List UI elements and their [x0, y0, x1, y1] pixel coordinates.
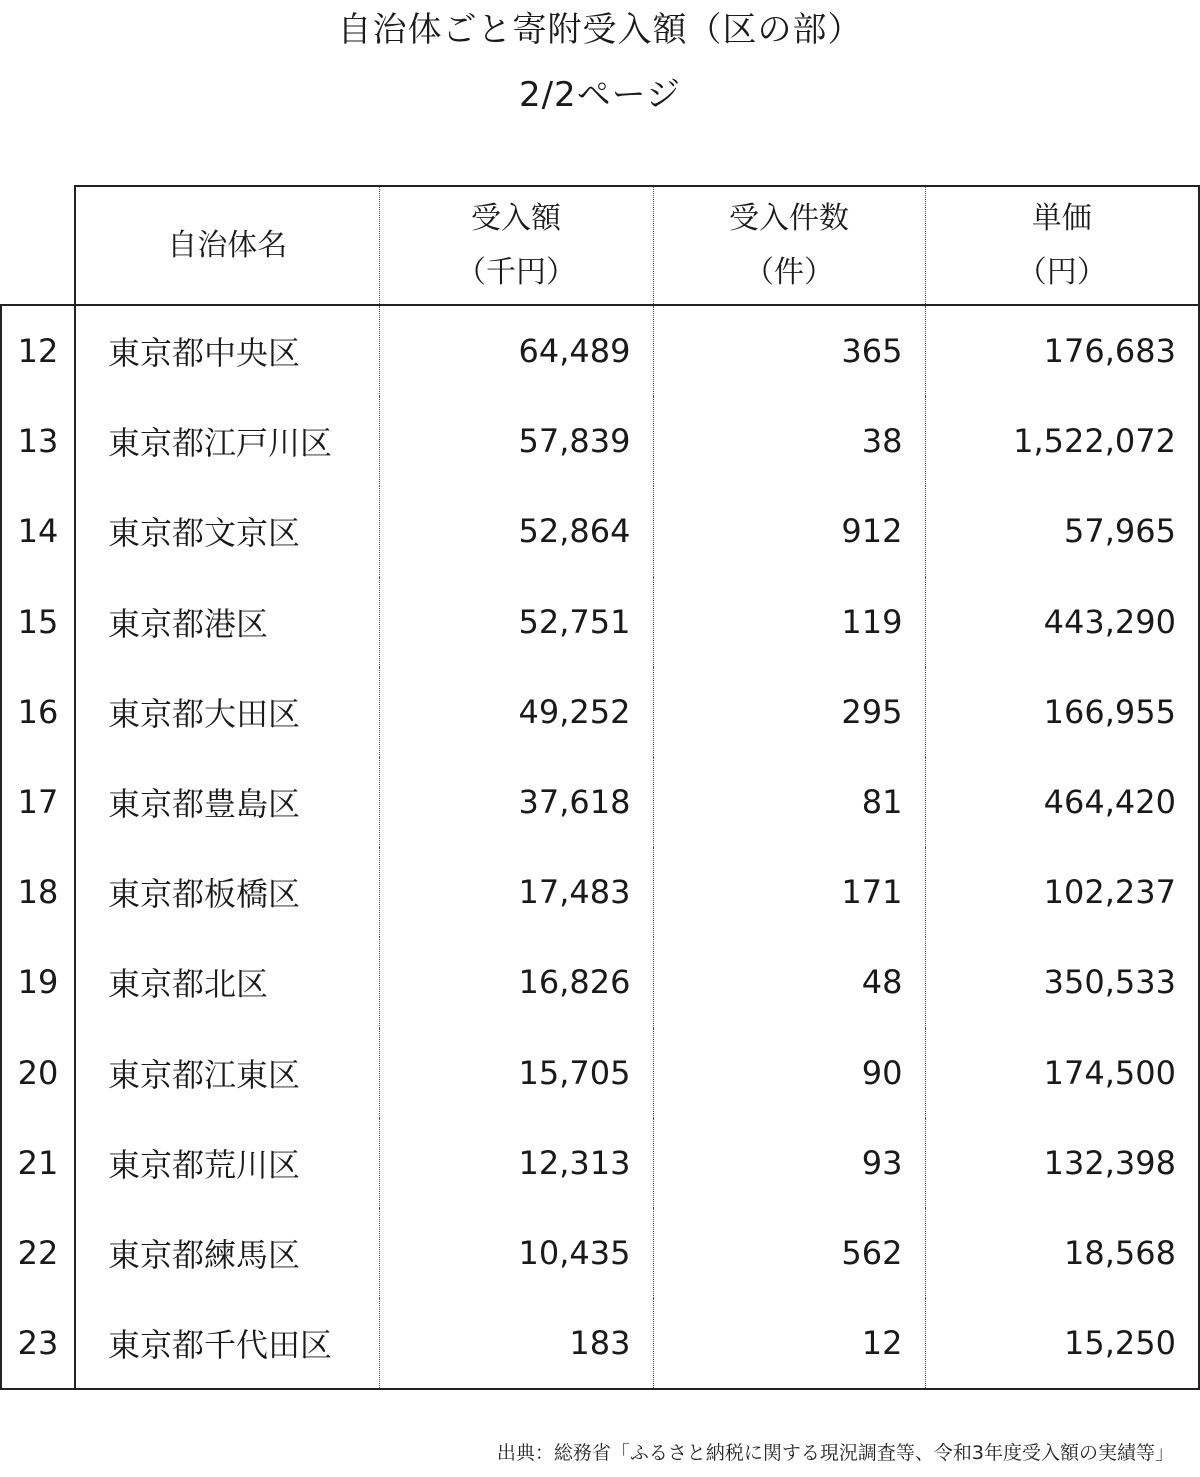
count-cell: 119 — [653, 577, 925, 667]
table-row — [1, 1298, 1199, 1389]
rank-cell: 21 — [1, 1118, 75, 1208]
page-title: 自治体ごと寄附受入額（区の部） — [337, 10, 863, 50]
municipality-name-cell: 東京都荒川区 — [75, 1118, 379, 1208]
unit-price-cell: 350,533 — [925, 937, 1199, 1027]
name-header-label: 自治体名 — [167, 227, 288, 263]
unit-price-cell: 443,290 — [925, 577, 1199, 667]
rank-cell: 16 — [1, 667, 75, 757]
count-cell: 90 — [653, 1028, 925, 1118]
amount-cell: 37,618 — [379, 757, 653, 847]
rank-cell: 13 — [1, 396, 75, 486]
count-cell: 912 — [653, 486, 925, 576]
rank-cell: 15 — [1, 577, 75, 667]
count-cell: 38 — [653, 396, 925, 486]
unit-price-cell: 1,522,072 — [925, 396, 1199, 486]
count-cell: 295 — [653, 667, 925, 757]
unit-price-column-header — [925, 186, 1199, 305]
count-cell: 93 — [653, 1118, 925, 1208]
unit-price-cell: 174,500 — [925, 1028, 1199, 1118]
municipality-name-cell: 東京都港区 — [75, 577, 379, 667]
count-cell: 12 — [653, 1298, 925, 1389]
amount-cell: 183 — [379, 1298, 653, 1389]
count-cell: 562 — [653, 1208, 925, 1298]
count-column-header — [653, 186, 925, 305]
table-row — [1, 486, 1199, 576]
donation-table — [0, 185, 1200, 1390]
table-row — [1, 1118, 1199, 1208]
source-citation: 出典：総務省「ふるさと納税に関する現況調査等、令和3年度受入額の実績等」 — [496, 1442, 1174, 1464]
unit-price-header-label: 単価 — [1031, 200, 1092, 236]
amount-header-unit: （千円） — [456, 254, 576, 290]
amount-cell: 52,751 — [379, 577, 653, 667]
amount-cell: 49,252 — [379, 667, 653, 757]
rank-cell: 12 — [1, 305, 75, 396]
unit-price-cell: 102,237 — [925, 847, 1199, 937]
name-column-header — [75, 186, 379, 305]
rank-cell: 17 — [1, 757, 75, 847]
table-row — [1, 847, 1199, 937]
amount-cell: 57,839 — [379, 396, 653, 486]
amount-cell: 17,483 — [379, 847, 653, 937]
rank-cell: 19 — [1, 937, 75, 1027]
page-subtitle: 2/2ページ — [518, 75, 682, 115]
unit-price-cell: 166,955 — [925, 667, 1199, 757]
table-row — [1, 937, 1199, 1027]
table-row — [1, 1028, 1199, 1118]
municipality-name-cell: 東京都練馬区 — [75, 1208, 379, 1298]
amount-cell: 16,826 — [379, 937, 653, 1027]
unit-price-cell: 18,568 — [925, 1208, 1199, 1298]
rank-column-header — [1, 186, 75, 305]
unit-price-cell: 15,250 — [925, 1298, 1199, 1389]
table-row — [1, 577, 1199, 667]
amount-header-label: 受入額 — [471, 200, 561, 236]
amount-cell: 12,313 — [379, 1118, 653, 1208]
municipality-name-cell: 東京都大田区 — [75, 667, 379, 757]
table-header-row — [1, 186, 1199, 305]
rank-cell: 20 — [1, 1028, 75, 1118]
amount-cell: 64,489 — [379, 305, 653, 396]
table-row — [1, 757, 1199, 847]
unit-price-cell: 464,420 — [925, 757, 1199, 847]
count-header-label: 受入件数 — [729, 200, 849, 236]
municipality-name-cell: 東京都江東区 — [75, 1028, 379, 1118]
municipality-name-cell: 東京都江戸川区 — [75, 396, 379, 486]
amount-cell: 52,864 — [379, 486, 653, 576]
count-header-unit: （件） — [744, 254, 834, 290]
rank-cell: 18 — [1, 847, 75, 937]
unit-price-header-unit: （円） — [1016, 254, 1107, 290]
donation-table-container — [0, 185, 1200, 1390]
municipality-name-cell: 東京都文京区 — [75, 486, 379, 576]
municipality-name-cell: 東京都北区 — [75, 937, 379, 1027]
municipality-name-cell: 東京都豊島区 — [75, 757, 379, 847]
rank-cell: 22 — [1, 1208, 75, 1298]
table-row — [1, 1208, 1199, 1298]
count-cell: 81 — [653, 757, 925, 847]
municipality-name-cell: 東京都板橋区 — [75, 847, 379, 937]
rank-cell: 14 — [1, 486, 75, 576]
amount-cell: 10,435 — [379, 1208, 653, 1298]
table-row — [1, 396, 1199, 486]
unit-price-cell: 176,683 — [925, 305, 1199, 396]
rank-cell: 23 — [1, 1298, 75, 1389]
count-cell: 48 — [653, 937, 925, 1027]
amount-cell: 15,705 — [379, 1028, 653, 1118]
municipality-name-cell: 東京都千代田区 — [75, 1298, 379, 1389]
municipality-name-cell: 東京都中央区 — [75, 305, 379, 396]
table-row — [1, 667, 1199, 757]
unit-price-cell: 132,398 — [925, 1118, 1199, 1208]
unit-price-cell: 57,965 — [925, 486, 1199, 576]
count-cell: 365 — [653, 305, 925, 396]
count-cell: 171 — [653, 847, 925, 937]
table-row — [1, 305, 1199, 396]
amount-column-header — [379, 186, 653, 305]
